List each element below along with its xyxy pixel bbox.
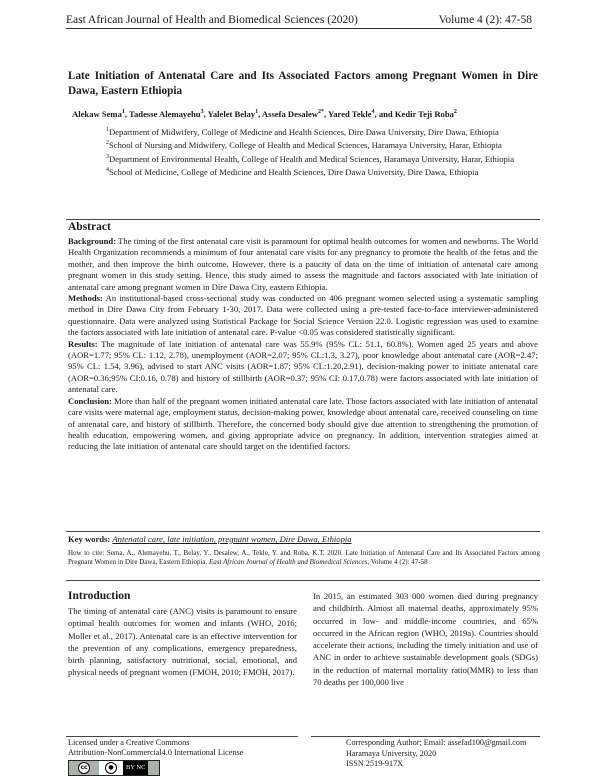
license-line: Attribution-NonCommercial4.0 International License (68, 748, 244, 758)
citation-bottom-rule (66, 580, 540, 581)
abstract-body (68, 236, 538, 453)
footer-rule-right (311, 736, 540, 737)
how-to-cite: How to cite: Sema, A., Alemayehu, T., Belay, Y., Desalew, A., Tekle, Y. and Roba, K.T. 2020. Late Initiation of Antenatal Care and Its Associated Factors among Pregnant Women in Dire Dawa, Eastern Ethiopia. East African Journal of Health and Biomedical Sciences, Volume 4 (2): 47-58 (68, 549, 540, 567)
abstract-results: Results: The magnitude of late initiation of antenatal care was 55.9% (95% CL: 51.1, 60.8%). Women aged 25 years and above (AOR=1.77; 95% CL: 1.12, 2.78), unemployment (AOR=2.07; 95% CL:1.3, 3.27), poor knowledge about antenatal care (AOR=2.47; 95% CL: 1.54, 3.96), advised to start ANC visits (AOR=1.87; 95% CL:1.20,2.91), decision-making power to initiate antenatal care (AOR=0.36;95% CI:0.16, 0.78) and history of stillbirth (AOR=0.37; 95% CI: 0.17,0.78) were factors associated with late initiation of antenatal care. (68, 338, 538, 395)
introduction-left-column: The timing of antenatal care (ANC) visits is paramount to ensure optimal health outcomes for women and infants (WHO, 2016; Moller et al., 2017). Antenatal care is an effective intervention for the prevention of any complications, emergency preparedness, birth planning, satisfactory nutritional, social, emotional, and physical needs of pregnant women (FMOH, 2010; FMOH, 2017). (68, 606, 297, 678)
keywords-value: Antenatal care, late initiation, pregnant women, Dire Dawa, Ethiopia (112, 534, 352, 544)
author: Yared Tekle$^4$ (327, 109, 375, 119)
article-title: Late Initiation of Antenatal Care and Its Associated Factors among Pregnant Women in Dire Dawa, Eastern Ethiopia (68, 70, 538, 97)
affiliation-list (106, 125, 532, 178)
introduction-heading: Introduction (68, 590, 131, 602)
author: Kedir Teji Roba$^2$ (394, 109, 457, 119)
running-header (66, 9, 532, 29)
abstract-conclusion: Conclusion: More than half of the pregnant women initiated antenatal care late. Those factors associated with late initiation of antenatal care visits were maternal age, employment status, decision-making power, knowledge about antenatal care, received counseling on time of antenatal care, and history of stillbirth. Therefore, the concerned body should give due attention to strengthening the promotion of health education, empowering women, and giving appropriate advice on pregnancy. In addition, intervention strategies aimed at reducing the late initiation of antenatal care should target on the identified factors. (68, 395, 538, 452)
author: Tadesse Alemayehu$^3$ (129, 109, 204, 119)
abstract-background: Background: The timing of the first antenatal care visit is paramount for optimal health outcomes for women and newborns. The World Health Organization recommends a minimum of four antenatal care visits for any pregnancy to promote the health of the fetus and the mother, and then improve the birth outcome. However, there is a paucity of data on the time of initiation of antenatal care among pregnant women in this study setting. Hence, this study aimed to assess the magnitude and factors associated with late initiation of antenatal care among pregnant women in Dire Dawa City, eastern Ethiopia. (68, 236, 538, 292)
keywords: Key words: Antenatal care, late initiation, pregnant women, Dire Dawa, Ethiopia (68, 534, 352, 544)
abstract-top-rule (66, 219, 540, 220)
journal-name: East African Journal of Health and Biomedical Sciences (2020) (66, 14, 358, 26)
cc-by-nc-badge[interactable] (68, 760, 160, 776)
author: Alekaw Sema$^1$ (72, 109, 125, 119)
affiliation: $^1$Department of Midwifery, College of Medicine and Health Sciences, Dire Dawa University, Dire Dawa, Ethiopia (106, 126, 499, 137)
volume-info: Volume 4 (2): 47-58 (438, 14, 532, 26)
license-block (68, 738, 300, 776)
license-line: Licensed under a Creative Commons (68, 738, 190, 747)
author-list: Alekaw Sema$^1$, Tadesse Alemayehu$^3$, Yalelet Belay$^1$, Assefa Desalew$^{2*}$, Yared Tekle$^4$, and Kedir Teji Roba$^2$ (72, 109, 457, 119)
corresponding-author: Corresponding Author; Email: assefad100@gmail.com (346, 738, 527, 747)
abstract-heading: Abstract (68, 221, 111, 233)
cc-label: BY NC (123, 761, 148, 775)
introduction-right-column: In 2015, an estimated 303 000 women died during pregnancy and childbirth. Almost all maternal deaths, approximately 95% occurred in low- and middle-income countries, and 65% occurred in the African region (WHO, 2019a). Countries should accelerate their actions, including the timely initiation and use of ANC in order to achieve sustainable development goals (SDGs) in the reduction of maternal mortality ratio(MMR) to less than 70 deaths per 100,000 live (313, 591, 538, 688)
affiliation: $^3$Department of Environmental Health, College of Health and Medical Sciences, Haramaya University, Harar, Ethiopia (106, 153, 515, 164)
abstract-methods: Methods: An institutional-based cross-sectional study was conducted on 406 pregnant women selected using a systematic sampling method in Dire Dawa City from February 1-30, 2017. Data were collected using a pre-tested face-to-face interviewer-administered questionnaire. Data were analyzed using Statistical Package for Social Science Version 22.0. Logistic regression was used to examine the factors associated with late initiation of antenatal care. P-value <0.05 was considered statistically significant. (68, 293, 538, 338)
keywords-top-rule (66, 531, 540, 532)
person-icon: ● (105, 762, 117, 774)
affiliation: $^2$School of Nursing and Midwifery, College of Health and Medical Sciences, Haramaya University, Harar, Ethiopia (106, 140, 502, 151)
author: Assefa Desalew$^{2*}$ (261, 109, 324, 119)
issn: ISSN 2519-917X (346, 759, 404, 769)
author: Yalelet Belay$^1$ (207, 109, 259, 119)
cc-icon: cc (78, 762, 90, 774)
footer-rule-left (66, 736, 298, 737)
affiliation: $^4$School of Medicine, College of Medicine and Health Sciences, Dire Dawa University, Dire Dawa, Ethiopia (106, 166, 479, 177)
publisher: Haramaya University, 2020 (346, 748, 437, 758)
corresponding-author-block (346, 738, 546, 770)
